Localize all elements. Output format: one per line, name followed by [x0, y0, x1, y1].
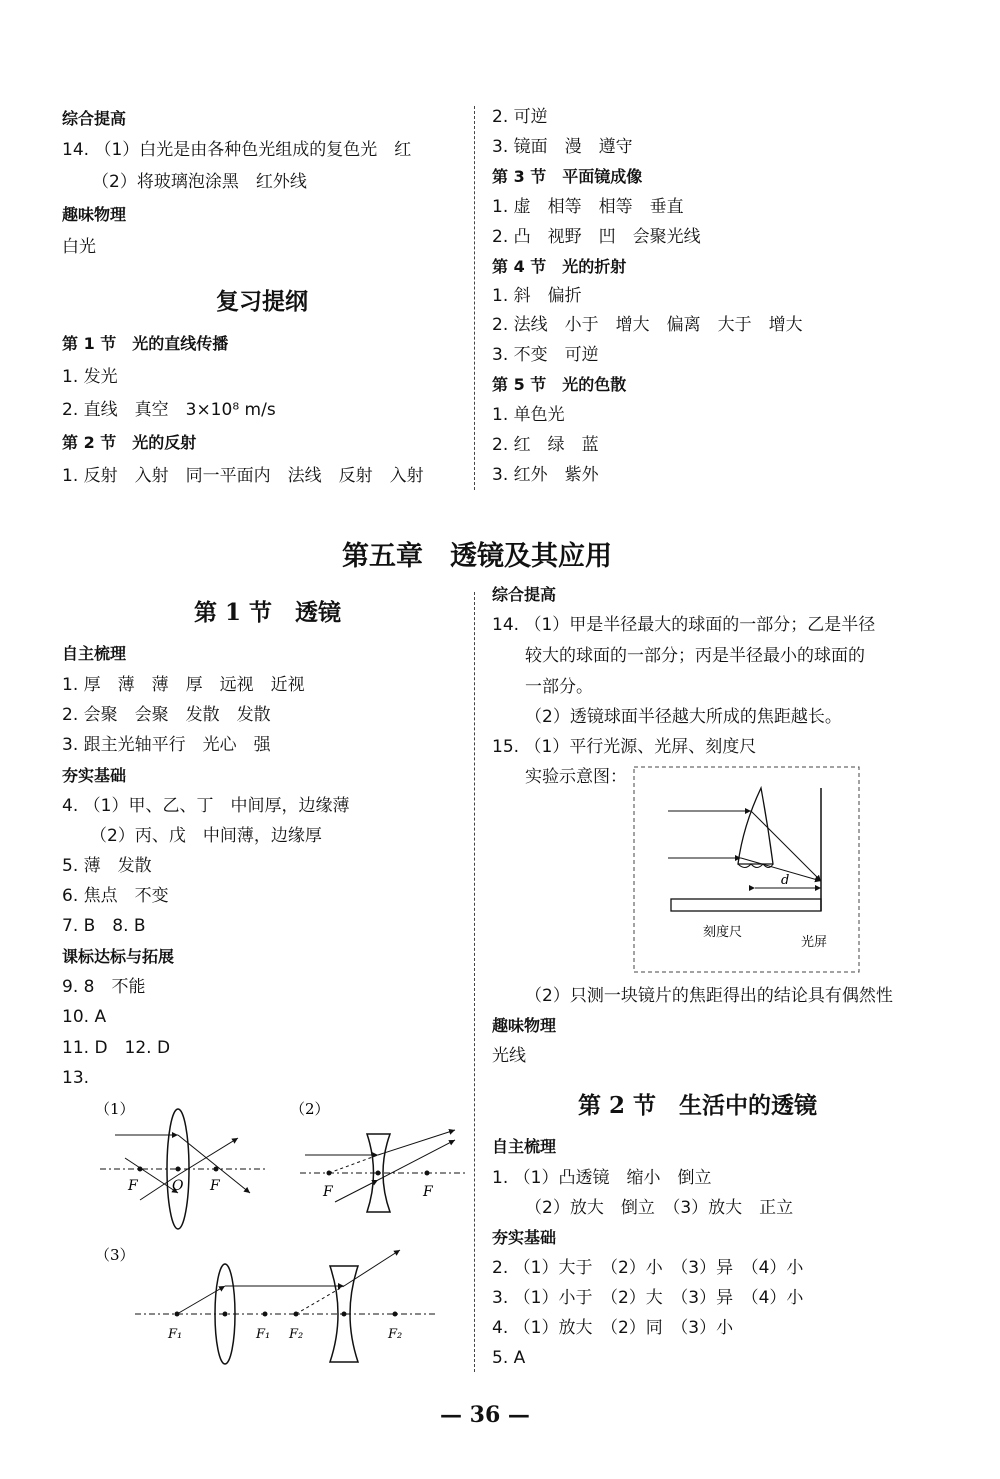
section-4-title: 第 4 节 光的折射: [492, 257, 627, 276]
fig3-label: （3）: [95, 1246, 135, 1264]
answer-13: 13.: [62, 1068, 90, 1088]
section-lens-title: 第 1 节 透镜: [194, 599, 342, 626]
chapter-title: 第五章 透镜及其应用: [342, 541, 612, 572]
answer-10: 10. A: [62, 1007, 107, 1027]
svg-text:F₂: F₂: [388, 1327, 403, 1342]
svg-text:F₁: F₁: [168, 1327, 183, 1342]
answer-14-2-right: （2）透镜球面半径越大所成的焦距越长。: [525, 707, 842, 727]
ruler-label: 刻度尺: [703, 925, 743, 940]
svg-text:F: F: [323, 1184, 333, 1200]
heading-zizhu-left: 自主梳理: [62, 644, 127, 663]
outline-s1-1: 1. 发光: [62, 367, 118, 387]
answer-b1-1: 1. （1）凸透镜 缩小 倒立: [492, 1168, 712, 1188]
outline-s2-1: 1. 反射 入射 同一平面内 法线 反射 入射: [62, 466, 424, 486]
column-divider-bottom: [474, 592, 475, 1372]
lens-ray-diagrams: [60, 1090, 475, 1380]
answer-b1-2: （2）放大 倒立 （3）放大 正立: [525, 1198, 794, 1218]
outline-s1-2: 2. 直线 真空 3×10⁸ m/s: [62, 400, 276, 420]
svg-text:F: F: [128, 1178, 138, 1194]
page-number: — 36 —: [440, 1402, 530, 1428]
heading-kebiao: 课标达标与拓展: [62, 947, 175, 966]
heading-hangshi-right: 夯实基础: [492, 1228, 557, 1247]
distance-d-label: d: [781, 873, 790, 888]
answer-15-1: 15. （1）平行光源、光屏、刻度尺: [492, 737, 757, 757]
svg-text:O: O: [172, 1178, 184, 1194]
svg-text:F: F: [423, 1184, 433, 1200]
answer-4-1: 4. （1）甲、乙、丁 中间厚，边缘薄: [62, 796, 350, 816]
outline-s5-1: 1. 单色光: [492, 405, 565, 425]
screen-label: 光屏: [801, 935, 828, 950]
answer-1: 1. 厚 薄 薄 厚 远视 近视: [62, 675, 305, 695]
section-5-title: 第 5 节 光的色散: [492, 375, 627, 394]
experiment-diagram: [633, 766, 860, 973]
answer-quwei-top: 白光: [62, 237, 96, 257]
outline-r2: 2. 可逆: [492, 107, 548, 127]
answer-5: 5. 薄 发散: [62, 856, 152, 876]
answer-6: 6. 焦点 不变: [62, 886, 169, 906]
outline-s4-1: 1. 斜 偏折: [492, 286, 582, 306]
fig2-label: （2）: [290, 1100, 330, 1118]
answer-14-1-right-cont1: 较大的球面的一部分；丙是半径最小的球面的: [525, 646, 865, 666]
answer-b5: 5. A: [492, 1348, 526, 1368]
outline-s3-1: 1. 虚 相等 相等 垂直: [492, 197, 684, 217]
section-1-title: 第 1 节 光的直线传播: [62, 334, 229, 353]
outline-s5-2: 2. 红 绿 蓝: [492, 435, 599, 455]
experiment-label: 实验示意图：: [525, 767, 627, 787]
outline-s4-3: 3. 不变 可逆: [492, 345, 599, 365]
outline-s4-2: 2. 法线 小于 增大 偏离 大于 增大: [492, 315, 803, 335]
answer-4-2: （2）丙、戊 中间薄，边缘厚: [90, 826, 322, 846]
heading-zizhu-right: 自主梳理: [492, 1137, 557, 1156]
heading-quwei-top: 趣味物理: [62, 205, 127, 224]
answer-7-8: 7. B 8. B: [62, 916, 146, 936]
answer-9: 9. 8 不能: [62, 977, 146, 997]
section-2-life-title: 第 2 节 生活中的透镜: [578, 1092, 818, 1119]
heading-zonghe-right: 综合提高: [492, 585, 557, 604]
section-2-title: 第 2 节 光的反射: [62, 433, 197, 452]
fig1-label: （1）: [95, 1100, 135, 1118]
answer-b4: 4. （1）放大 （2）同 （3）小: [492, 1318, 734, 1338]
svg-text:F: F: [210, 1178, 220, 1194]
heading-hangshi-left: 夯实基础: [62, 766, 127, 785]
answer-b2: 2. （1）大于 （2）小 （3）异 （4）小: [492, 1258, 804, 1278]
answer-14-1-right-cont2: 一部分。: [525, 677, 593, 697]
outline-s3-2: 2. 凸 视野 凹 会聚光线: [492, 227, 701, 247]
heading-quwei-right: 趣味物理: [492, 1016, 557, 1035]
outline-s5-3: 3. 红外 紫外: [492, 465, 599, 485]
answer-14-2: （2）将玻璃泡涂黑 红外线: [92, 172, 307, 192]
column-divider-top: [474, 106, 475, 490]
answer-b3: 3. （1）小于 （2）大 （3）异 （4）小: [492, 1288, 804, 1308]
ruler: [671, 899, 821, 911]
outline-title: 复习提纲: [216, 288, 308, 315]
heading-zonghe-top: 综合提高: [62, 109, 127, 128]
answer-3: 3. 跟主光轴平行 光心 强: [62, 735, 271, 755]
svg-text:F₁: F₁: [256, 1327, 271, 1342]
convex-lens-piece: [738, 788, 773, 864]
answer-2: 2. 会聚 会聚 发散 发散: [62, 705, 271, 725]
answer-quwei-right: 光线: [492, 1046, 526, 1066]
answer-15-2: （2）只测一块镜片的焦距得出的结论具有偶然性: [525, 986, 893, 1006]
svg-text:F₂: F₂: [289, 1327, 304, 1342]
answer-14-1: 14. （1）白光是由各种色光组成的复色光 红: [62, 140, 412, 160]
section-3-title: 第 3 节 平面镜成像: [492, 167, 643, 186]
answer-11-12: 11. D 12. D: [62, 1038, 171, 1058]
answer-14-1-right: 14. （1）甲是半径最大的球面的一部分；乙是半径: [492, 615, 876, 635]
outline-r3: 3. 镜面 漫 遵守: [492, 137, 633, 157]
